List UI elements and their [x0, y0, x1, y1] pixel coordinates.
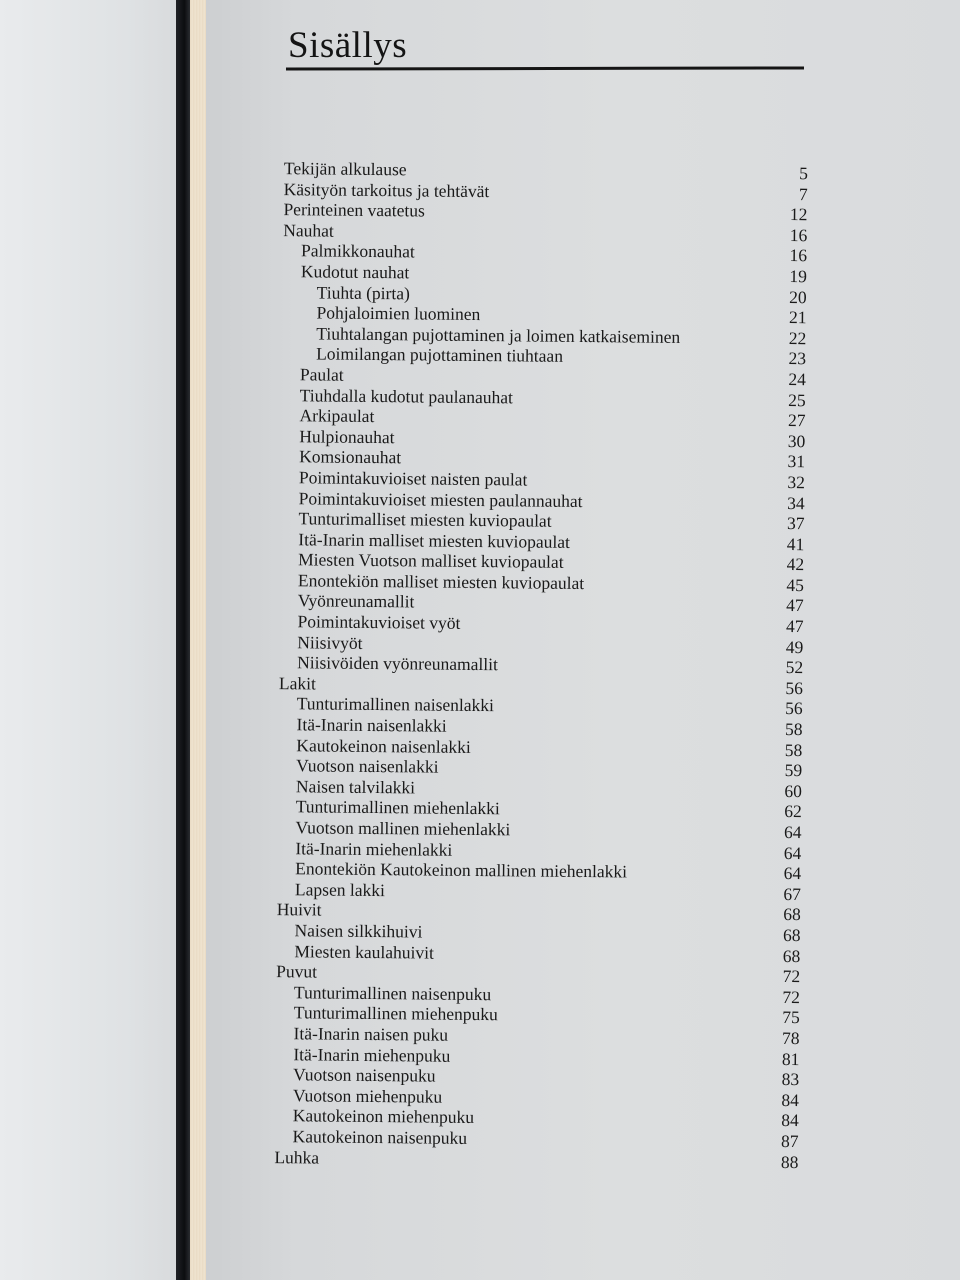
toc-page-number: 88	[780, 1151, 799, 1172]
toc-entry-title: Poimintakuvioiset miesten paulannauhat	[298, 487, 583, 511]
toc-entry-title: Tunturimallinen naisenlakki	[296, 693, 495, 716]
toc-page-number: 34	[787, 492, 805, 513]
toc-page-number: 68	[783, 904, 801, 925]
toc-entry-title: Lakit	[278, 672, 316, 694]
toc-entry-title: Tunturimallinen miehenlakki	[295, 796, 500, 819]
toc-entry-title: Vuotson naisenlakki	[296, 755, 439, 777]
toc-entry-title: Luhka	[274, 1146, 320, 1168]
toc-entry-title: Tunturimalliset miesten kuviopaulat	[298, 508, 552, 531]
toc-entry-title: Enontekiön Kautokeinon mallinen miehenlakki	[295, 858, 628, 882]
toc-page-number: 31	[787, 451, 806, 472]
toc-entry-title: Itä-Inarin miehenpuku	[293, 1043, 451, 1066]
toc-row	[260, 1146, 798, 1172]
toc-entry-title: Arkipaulat	[299, 405, 375, 427]
toc-entry-title: Loimilangan pujottaminen tiuhtaan	[316, 343, 564, 367]
toc-page-number: 59	[784, 760, 803, 781]
toc-page-number: 78	[781, 1027, 800, 1049]
toc-entry-title: Huivit	[276, 899, 322, 920]
toc-entry-title: Lapsen lakki	[294, 879, 385, 900]
page-edges	[190, 0, 206, 1280]
toc-entry-title: Itä-Inarin miehenlakki	[295, 837, 453, 860]
toc-page-number: 16	[789, 224, 808, 245]
toc-entry-title: Vuotson mallinen miehenlakki	[295, 817, 511, 840]
toc-page-number: 83	[781, 1069, 800, 1090]
toc-entry-title: Palmikkonauhat	[301, 240, 415, 262]
toc-entry-title: Itä-Inarin naisenlakki	[296, 714, 447, 736]
toc-page-number: 84	[781, 1089, 800, 1110]
toc-page-number: 72	[782, 986, 801, 1007]
toc-entry-title: Paulat	[299, 364, 344, 385]
toc-page-number: 62	[784, 801, 802, 822]
toc-entry-title: Niisivöiden vyönreunamallit	[297, 652, 498, 675]
table-of-contents	[260, 158, 808, 1172]
toc-page-number: 72	[782, 966, 801, 987]
book-page	[206, 0, 960, 1280]
toc-entry-title: Poimintakuvioiset vyöt	[297, 611, 461, 633]
toc-page-number: 87	[780, 1130, 799, 1152]
toc-entry-title: Tiuhdalla kudotut paulanauhat	[299, 384, 514, 407]
toc-page-number: 64	[783, 842, 802, 863]
toc-page-number: 49	[785, 636, 804, 657]
toc-page-number: 12	[789, 204, 808, 225]
toc-page-number: 42	[786, 554, 805, 575]
toc-entry-title: Tunturimallinen miehenpuku	[293, 1002, 498, 1025]
toc-entry-title: Naisen silkkihuivi	[294, 920, 423, 942]
toc-page-number: 24	[788, 368, 806, 390]
toc-page-number: 25	[788, 389, 806, 410]
toc-page-number: 60	[784, 780, 803, 801]
toc-entry-title: Pohjaloimien luominen	[316, 302, 481, 325]
toc-page-number: 52	[785, 657, 804, 678]
toc-page-number: 64	[783, 821, 802, 843]
toc-page-number: 27	[787, 410, 806, 431]
toc-entry-title: Kudotut nauhat	[300, 261, 410, 283]
toc-page-number: 56	[785, 677, 804, 698]
toc-page-number: 75	[782, 1007, 800, 1028]
toc-entry-title: Tunturimallinen naisenpuku	[293, 982, 492, 1004]
toc-entry-title: Käsityön tarkoitus ja tehtävät	[283, 178, 490, 201]
table-surface	[0, 0, 180, 1280]
toc-entry-title: Itä-Inarin malliset miesten kuviopaulat	[298, 528, 571, 552]
toc-page-number: 16	[789, 245, 808, 266]
toc-entry-title: Kautokeinon miehenpuku	[292, 1105, 475, 1128]
toc-page-number: 47	[786, 595, 804, 616]
toc-entry-title: Miesten Vuotson malliset kuviopaulat	[298, 549, 564, 573]
toc-entry-title: Kautokeinon naisenlakki	[296, 734, 471, 757]
page-title: Sisällys	[288, 25, 408, 66]
toc-page-number: 58	[784, 719, 803, 740]
toc-page-number: 64	[783, 863, 802, 884]
toc-entry-title: Naisen talvilakki	[295, 776, 416, 798]
toc-page-number: 81	[781, 1048, 800, 1069]
toc-entry-title: Tiuhtalangan pujottaminen ja loimen katkaiseminen	[316, 323, 681, 347]
toc-page-number: 58	[784, 739, 803, 760]
toc-page-number: 19	[789, 265, 807, 287]
toc-entry-title: Perinteinen vaatetus	[283, 199, 426, 221]
toc-page-number: 47	[785, 616, 804, 637]
toc-entry-title: Kautokeinon naisenpuku	[292, 1126, 468, 1148]
toc-entry-title: Enontekiön malliset miesten kuviopaulat	[297, 570, 585, 593]
toc-page-number: 68	[782, 945, 801, 966]
toc-page-number: 32	[787, 471, 806, 493]
toc-page-number: 5	[799, 163, 808, 184]
toc-entry-title: Vuotson naisenpuku	[293, 1064, 436, 1086]
toc-page-number: 56	[785, 698, 803, 719]
title-rule	[286, 66, 804, 70]
toc-entry-title: Tekijän alkulause	[283, 158, 407, 180]
toc-entry-title: Hulpionauhat	[299, 426, 395, 447]
toc-page-number: 41	[786, 533, 805, 554]
toc-page-number: 37	[786, 513, 805, 534]
toc-page-number: 21	[788, 307, 807, 328]
toc-entry-title: Puvut	[276, 961, 318, 982]
toc-page-number: 20	[789, 286, 807, 307]
toc-entry-title: Niisivyöt	[297, 631, 363, 653]
toc-entry-title: Poimintakuvioiset naisten paulat	[298, 467, 528, 490]
toc-page-number: 45	[786, 574, 805, 596]
toc-entry-title: Itä-Inarin naisen puku	[293, 1023, 449, 1045]
toc-page-number: 68	[782, 924, 801, 946]
book-cover-edge	[176, 0, 190, 1280]
toc-page-number: 67	[783, 883, 802, 904]
toc-entry-title: Miesten kaulahuivit	[294, 940, 434, 963]
toc-entry-title: Vuotson miehenpuku	[292, 1084, 443, 1107]
toc-entry-title: Vyönreunamallit	[297, 590, 415, 612]
toc-entry-title: Komsionauhat	[299, 446, 402, 468]
toc-page-number: 84	[781, 1110, 799, 1131]
toc-entry-title: Tiuhta (pirta)	[316, 282, 410, 303]
toc-page-number: 7	[798, 183, 808, 204]
toc-entry-title: Nauhat	[283, 219, 334, 241]
toc-page-number: 23	[788, 348, 807, 369]
toc-page-number: 22	[788, 327, 807, 348]
toc-page-number: 30	[787, 430, 806, 451]
